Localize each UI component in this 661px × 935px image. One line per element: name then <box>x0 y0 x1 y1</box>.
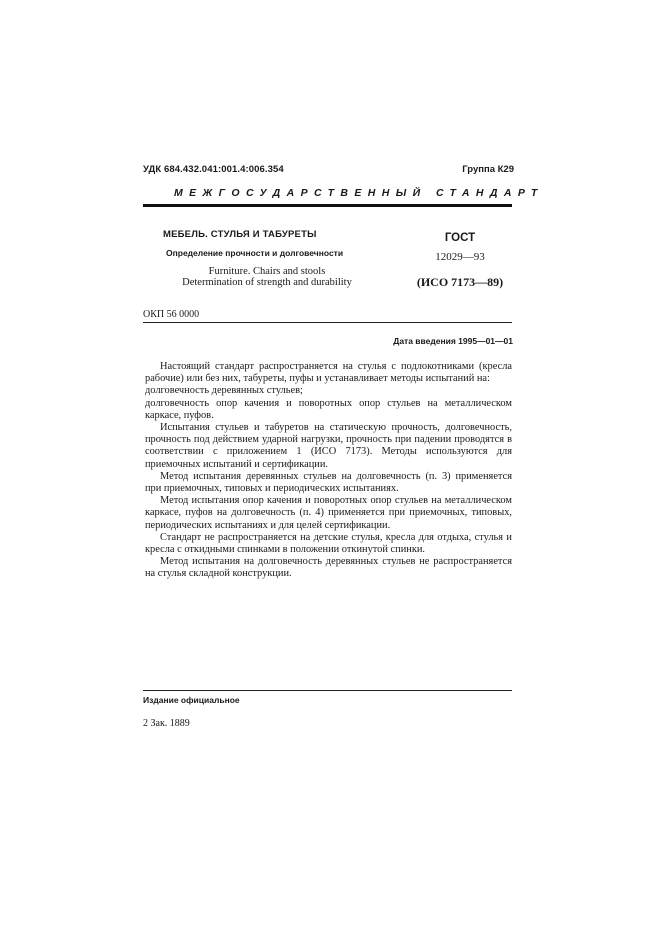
body-paragraph: долговечность деревянных стульев; <box>145 385 303 397</box>
body-paragraph: Настоящий стандарт распространяется на стулья с подлокотниками (кресла рабочие) или без них, табуреты, пуфы и устанавливает методы испытаний на: <box>145 361 512 385</box>
introduction-date: Дата введения 1995—01—01 <box>393 336 513 346</box>
title-english-line-1: Furniture. Chairs and stools <box>208 266 326 277</box>
order-number: 2 Зак. 1889 <box>143 718 190 729</box>
body-paragraph: Испытания стульев и табуретов на статическую прочность, долговечность, прочность под действием ударной нагрузки, прочность при падении проводятся в соответствии с приложением 1 (ИСО 7173). Методы используются для приемочных испытаний и сертификации. <box>145 422 512 470</box>
okp-rule <box>143 322 512 323</box>
title-russian: МЕБЕЛЬ. СТУЛЬЯ И ТАБУРЕТЫ <box>163 229 317 240</box>
body-paragraph: Метод испытания опор качения и поворотных опор стульев на металлическом каркасе, пуфов на долговечность (п. 4) применяется при приемочных, типовых, периодических испытаниях и для целей сертификации. <box>145 495 512 531</box>
body-paragraph: Метод испытания на долговечность деревянных стульев не распространяется на стулья складной конструкции. <box>145 556 512 580</box>
iso-number: (ИСО 7173—89) <box>416 275 504 289</box>
title-english <box>168 266 366 288</box>
subtitle-russian: Определение прочности и долговечности <box>166 248 344 258</box>
title-english-line-2: Determination of strength and durability <box>182 277 352 288</box>
group-code: Группа К29 <box>462 164 514 175</box>
interstate-standard-heading: МЕЖГОСУДАРСТВЕННЫЙ СТАНДАРТ <box>174 187 544 199</box>
body-paragraph: Стандарт не распространяется на детские стулья, кресла для отдыха, стулья и кресла с откидными спинками в положении откинутой спинки. <box>145 531 512 556</box>
body-paragraph: долговечность опор качения и поворотных опор стульев на металлическом каркасе, пуфов. <box>145 397 512 421</box>
official-edition-label: Издание официальное <box>143 695 240 705</box>
okp-code: ОКП 56 0000 <box>143 309 200 320</box>
footer-rule <box>143 690 512 691</box>
gost-label: ГОСТ <box>444 232 476 244</box>
body-text <box>145 361 512 581</box>
gost-number: 12029—93 <box>435 251 485 263</box>
udk-code: УДК 684.432.041:001.4:006.354 <box>143 164 284 175</box>
body-paragraph: Метод испытания деревянных стульев на долговечность (п. 3) применяется при приемочных, типовых и периодических испытаниях. <box>145 470 512 495</box>
header-thick-rule <box>143 204 512 207</box>
